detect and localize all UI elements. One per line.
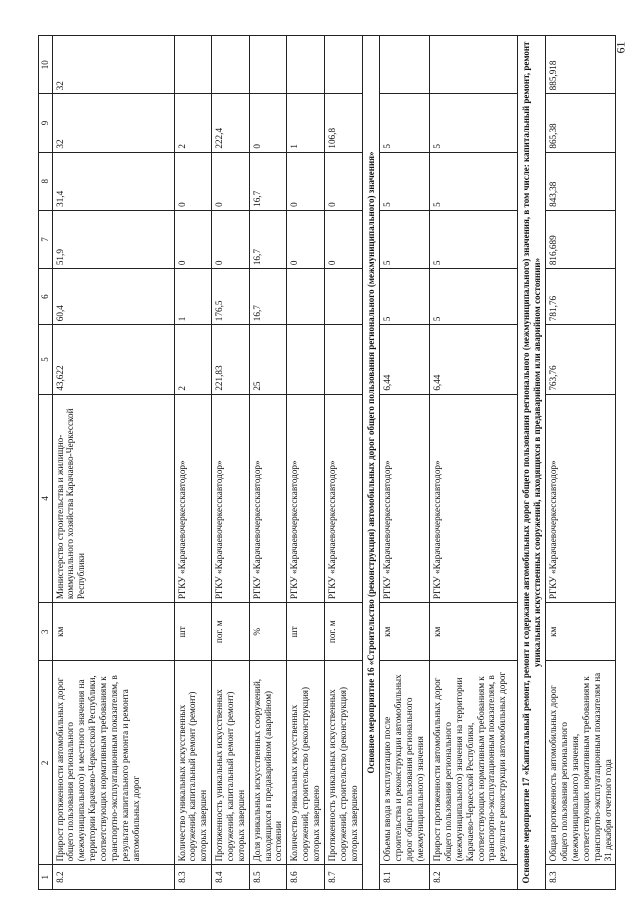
table-row xyxy=(174,36,212,890)
cell-v6: 5 xyxy=(380,269,430,325)
cell-v7: 0 xyxy=(287,210,325,268)
cell-unit: шт xyxy=(287,603,325,661)
cell-exec: Министерство строительства и жилищно-коммунального хозяйства Карачаево-Черкесской Республики xyxy=(52,394,174,602)
cell-v8: 0 xyxy=(212,152,250,210)
cell-name: Доля уникальных искусственных сооружений, находящихся в предаварийном (аварийном) состоянии xyxy=(249,661,287,865)
cell-v9: 5 xyxy=(380,94,430,152)
cell-exec: РГКУ «Карачаевочеркесскавтодор» xyxy=(324,394,362,602)
cell-v10: 885,918 xyxy=(546,36,616,94)
cell-v6: 781,76 xyxy=(546,269,616,325)
cell-v9: 222,4 xyxy=(212,94,250,152)
cell-exec: РГКУ «Карачаевочеркесскавтодор» xyxy=(546,394,616,602)
cell-v8: 0 xyxy=(174,152,212,210)
section-title: Основное мероприятие 17 «Капитальный ремонт, ремонт и содержание автомобильных дорог общего пользования регионального (межмуниципального) значения, в том числе: капитальный ремонт, ремонт уникальных искусственных сооружений, находящихся в предаварийном или аварийном состоянии» xyxy=(518,36,546,890)
cell-name: Прирост протяженности автомобильных дорог общего пользования регионального (межмуниципального) значения на территории Карачаево-Черкесской Республики, соответствующих нормативным требованиям к транспортно-эксплуатационным показателям, в результате реконструкции автомобильных дорог xyxy=(430,661,518,865)
cell-exec: РГКУ «Карачаевочеркесскавтодор» xyxy=(380,394,430,602)
section-row xyxy=(518,36,546,890)
table-row xyxy=(324,36,362,890)
cell-v10 xyxy=(212,36,250,94)
cell-v7: 5 xyxy=(430,210,518,268)
cell-n: 8.7 xyxy=(324,865,362,890)
cell-unit: км xyxy=(430,603,518,661)
header-row xyxy=(39,36,53,890)
cell-exec: РГКУ «Карачаевочеркесскавтодор» xyxy=(212,394,250,602)
cell-v8: 31,4 xyxy=(52,152,174,210)
cell-n: 8.3 xyxy=(546,865,616,890)
cell-v10 xyxy=(174,36,212,94)
cell-unit: км xyxy=(380,603,430,661)
cell-v5: 221,83 xyxy=(212,325,250,394)
cell-v9: 32 xyxy=(52,94,174,152)
cell-v9: 1 xyxy=(287,94,325,152)
cell-v10 xyxy=(287,36,325,94)
cell-v6: 5 xyxy=(430,269,518,325)
cell-v7: 0 xyxy=(212,210,250,268)
cell-n: 8.2 xyxy=(430,865,518,890)
cell-v8: 5 xyxy=(380,152,430,210)
cell-unit: км xyxy=(546,603,616,661)
cell-v7: 0 xyxy=(324,210,362,268)
cell-name: Объемы ввода в эксплуатацию после строительства и реконструкции автомобильных дорог общего пользования регионального (межмуниципального) значения xyxy=(380,661,430,865)
cell-v6: 60,4 xyxy=(52,269,174,325)
cell-exec: РГКУ «Карачаевочеркесскавтодор» xyxy=(287,394,325,602)
cell-v6: 1 xyxy=(174,269,212,325)
cell-v6 xyxy=(324,269,362,325)
cell-v6: 176,5 xyxy=(212,269,250,325)
cell-v9: 5 xyxy=(430,94,518,152)
cell-v7: 0 xyxy=(174,210,212,268)
cell-name: Протяженность уникальных искусственных сооружений, капитальный ремонт (ремонт) которых завершен xyxy=(212,661,250,865)
table-row xyxy=(212,36,250,890)
page-number: 61 xyxy=(613,41,628,54)
cell-v8: 0 xyxy=(324,152,362,210)
cell-name: Протяженность уникальных искусственных сооружений, строительство (реконструкция) которых завершено xyxy=(324,661,362,865)
cell-n: 8.5 xyxy=(249,865,287,890)
cell-name: Количество уникальных искусственных сооружений, капитальный ремонт (ремонт) которых завершен xyxy=(174,661,212,865)
cell-v9: 865,38 xyxy=(546,94,616,152)
header-cell: 2 xyxy=(39,661,53,865)
cell-exec: РГКУ «Карачаевочеркесскавтодор» xyxy=(430,394,518,602)
cell-v5: 25 xyxy=(249,325,287,394)
cell-n: 8.3 xyxy=(174,865,212,890)
cell-v10 xyxy=(249,36,287,94)
cell-v10 xyxy=(380,36,430,94)
cell-unit: шт xyxy=(174,603,212,661)
header-cell: 7 xyxy=(39,210,53,268)
cell-v5 xyxy=(324,325,362,394)
cell-exec: РГКУ «Карачаевочеркесскавтодор» xyxy=(174,394,212,602)
indicators-table xyxy=(38,35,616,890)
cell-name: Прирост протяженности автомобильных дорог общего пользования регионального (межмуниципального) и местного значения на территории Карачаево-Черкесской Республики, соответствующих нормативным требованиям к транспортно-эксплуатационным показателям, в результате капитального ремонта и ремонта автомобильных дорог xyxy=(52,661,174,865)
cell-n: 8.4 xyxy=(212,865,250,890)
cell-v7: 51,9 xyxy=(52,210,174,268)
header-cell: 8 xyxy=(39,152,53,210)
cell-v7: 816,689 xyxy=(546,210,616,268)
cell-unit: пог. м xyxy=(324,603,362,661)
cell-n: 8.1 xyxy=(380,865,430,890)
cell-v7: 16,7 xyxy=(249,210,287,268)
cell-v5: 6,44 xyxy=(380,325,430,394)
header-cell: 1 xyxy=(39,865,53,890)
table-row xyxy=(380,36,430,890)
cell-v7: 5 xyxy=(380,210,430,268)
rotated-sheet xyxy=(38,35,618,890)
table-container xyxy=(38,35,618,890)
header-cell: 10 xyxy=(39,36,53,94)
cell-v9: 2 xyxy=(174,94,212,152)
table-row xyxy=(249,36,287,890)
cell-v5: 43,622 xyxy=(52,325,174,394)
cell-v10 xyxy=(430,36,518,94)
header-cell: 3 xyxy=(39,603,53,661)
section-row xyxy=(362,36,380,890)
cell-v5: 6,44 xyxy=(430,325,518,394)
cell-v6 xyxy=(287,269,325,325)
header-cell: 5 xyxy=(39,325,53,394)
cell-v8: 16,7 xyxy=(249,152,287,210)
cell-v5 xyxy=(287,325,325,394)
header-cell: 9 xyxy=(39,94,53,152)
cell-v8: 0 xyxy=(287,152,325,210)
cell-n: 8.6 xyxy=(287,865,325,890)
header-cell: 6 xyxy=(39,269,53,325)
cell-v5: 763,76 xyxy=(546,325,616,394)
cell-name: Количество уникальных искусственных сооружений, строительство (реконструкция) которых завершено xyxy=(287,661,325,865)
cell-v8: 5 xyxy=(430,152,518,210)
cell-unit: пог. м xyxy=(212,603,250,661)
table-row xyxy=(52,36,174,890)
section-title: Основное мероприятие 16 «Строительство (реконструкция) автомобильных дорог общего пользования регионального (межмуниципального) значения» xyxy=(362,36,380,890)
cell-exec: РГКУ «Карачаевочеркесскавтодор» xyxy=(249,394,287,602)
cell-v9: 0 xyxy=(249,94,287,152)
cell-v10 xyxy=(324,36,362,94)
cell-v5: 2 xyxy=(174,325,212,394)
cell-unit: % xyxy=(249,603,287,661)
cell-n: 8.2 xyxy=(52,865,174,890)
cell-name: Общая протяженность автомобильных дорог общего пользования регионального (межмуниципального) значения, соответствующих нормативным требованиям к транспортно-эксплуатационным показателям на 31 декабря отчетного года xyxy=(546,661,616,865)
cell-v9: 106,8 xyxy=(324,94,362,152)
header-cell: 4 xyxy=(39,394,53,602)
table-row xyxy=(430,36,518,890)
table-row xyxy=(546,36,616,890)
cell-v10: 32 xyxy=(52,36,174,94)
table-row xyxy=(287,36,325,890)
cell-unit: км xyxy=(52,603,174,661)
cell-v8: 843,38 xyxy=(546,152,616,210)
cell-v6: 16,7 xyxy=(249,269,287,325)
